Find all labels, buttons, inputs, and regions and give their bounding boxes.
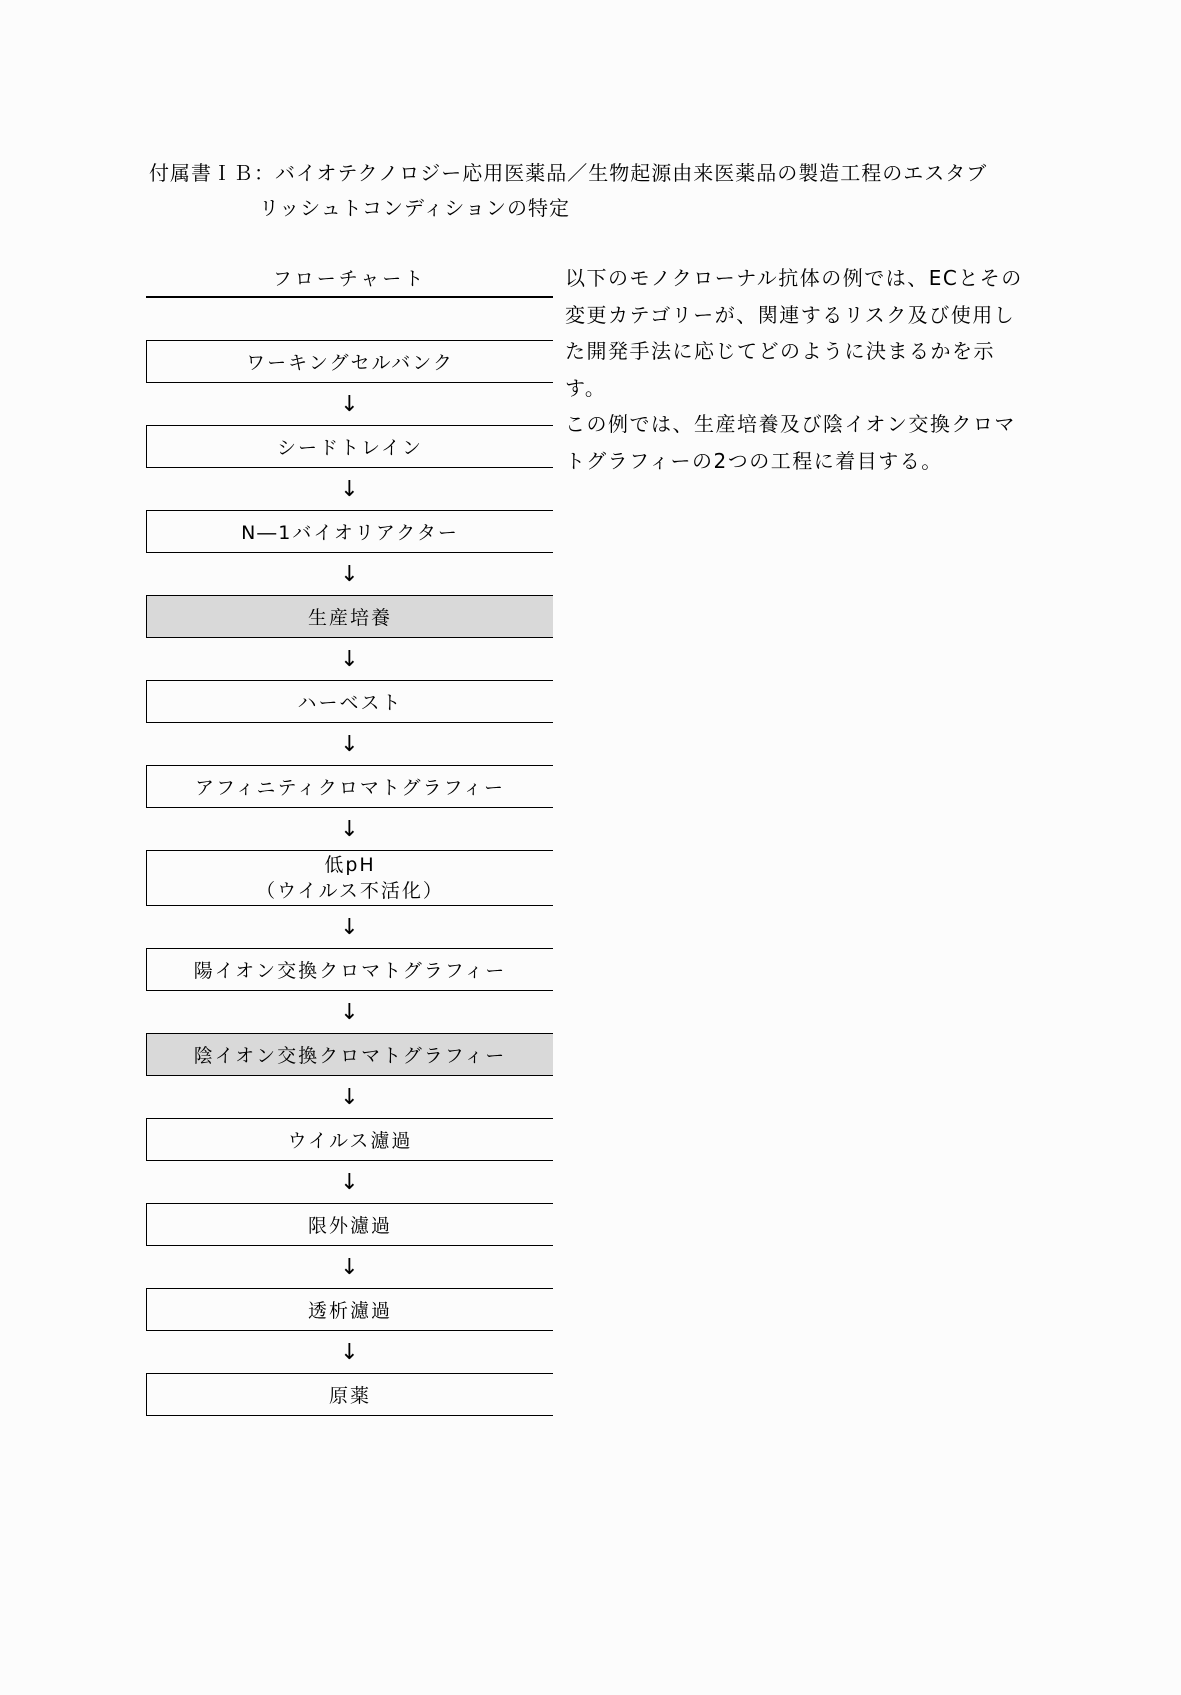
flowchart-step	[146, 1033, 553, 1076]
step-label: 生産培養	[307, 607, 392, 629]
flowchart	[146, 262, 553, 1416]
description-paragraph-1: 以下のモノクローナル抗体の例では、ECとその変更カテゴリーが、関連するリスク及び使用した開発手法に応じてどのように決まるかを示す。	[565, 266, 1023, 400]
down-arrow-icon: ↓	[340, 646, 359, 672]
description	[565, 260, 1035, 479]
step-label: 陰イオン交換クロマトグラフィー	[193, 1045, 507, 1067]
flowchart-step	[146, 425, 553, 468]
flowchart-step	[146, 680, 553, 723]
step-label: ハーベスト	[297, 692, 403, 714]
down-arrow-icon: ↓	[340, 476, 359, 502]
step-label: 低pH	[324, 854, 376, 876]
down-arrow-icon: ↓	[340, 914, 359, 940]
step-label: ウイルス濾過	[287, 1130, 413, 1152]
down-arrow-icon: ↓	[340, 561, 359, 587]
down-arrow-icon: ↓	[340, 1169, 359, 1195]
step-label: 限外濾過	[307, 1215, 392, 1237]
down-arrow-icon: ↓	[340, 391, 359, 417]
flowchart-step	[146, 510, 553, 553]
flowchart-step	[146, 948, 553, 991]
down-arrow-icon: ↓	[340, 1339, 359, 1365]
step-label: 陽イオン交換クロマトグラフィー	[193, 960, 507, 982]
document-title	[149, 156, 1049, 226]
down-arrow-icon: ↓	[340, 731, 359, 757]
flowchart-step	[146, 765, 553, 808]
flowchart-step	[146, 850, 553, 906]
down-arrow-icon: ↓	[340, 816, 359, 842]
title-line-1: 付属書ＩＢ：バイオテクノロジー応用医薬品／生物起源由来医薬品の製造工程のエスタブ	[149, 161, 988, 185]
step-label: アフィニティクロマトグラフィー	[194, 777, 506, 799]
step-label: 原薬	[328, 1385, 371, 1407]
flowchart-header: フローチャート	[146, 262, 553, 298]
flowchart-step	[146, 595, 553, 638]
flowchart-steps	[146, 340, 553, 1416]
step-label: ワーキングセルバンク	[246, 352, 454, 374]
down-arrow-icon: ↓	[340, 1084, 359, 1110]
step-sublabel: （ウイルス不活化）	[256, 880, 444, 902]
down-arrow-icon: ↓	[340, 1254, 359, 1280]
title-line-2: リッシュトコンディションの特定	[259, 196, 570, 220]
step-label: 透析濾過	[307, 1300, 392, 1322]
flowchart-step	[146, 1373, 553, 1416]
step-label: N―1バイオリアクター	[241, 522, 459, 544]
down-arrow-icon: ↓	[340, 999, 359, 1025]
description-paragraph-2: この例では、生産培養及び陰イオン交換クロマトグラフィーの2つの工程に着目する。	[565, 412, 1016, 473]
step-label: シードトレイン	[276, 437, 424, 459]
flowchart-step	[146, 1203, 553, 1246]
flowchart-step	[146, 340, 553, 383]
flowchart-step	[146, 1118, 553, 1161]
flowchart-step	[146, 1288, 553, 1331]
